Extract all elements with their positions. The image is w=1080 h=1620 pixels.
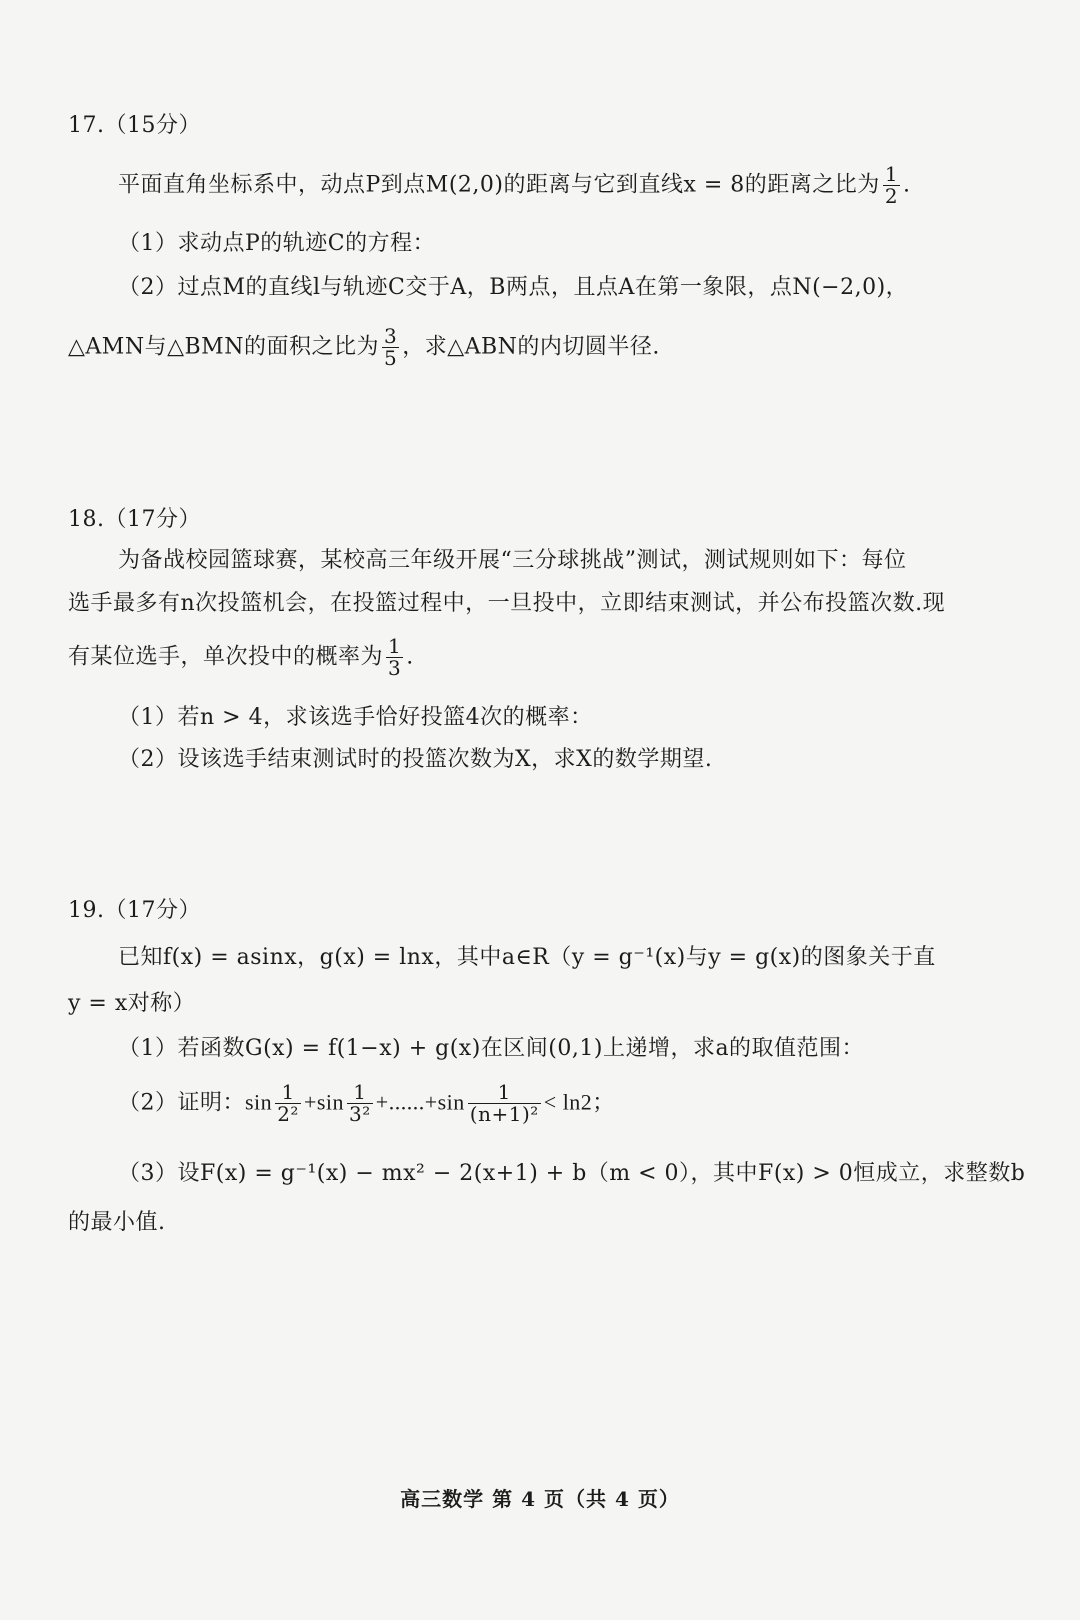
q17-stem-fraction <box>883 164 900 207</box>
q17-part1: （1）求动点P的轨迹C的方程： <box>118 231 436 256</box>
q19-f1-num: 1 <box>275 1082 301 1104</box>
q19-part2-fraction2 <box>347 1082 373 1125</box>
q17-part2-frac-num: 3 <box>383 324 398 348</box>
q19-part2-sin: sin <box>245 1089 273 1115</box>
q19-stem-line1: 已知f(x) = asinx，g(x) = lnx，其中a∈R（y = g⁻¹(x)与y = g(x)的图象关于直 <box>118 945 936 970</box>
q17-stem-end: . <box>903 172 911 198</box>
q18-frac-den: 3 <box>388 656 402 680</box>
q18-part1: （1）若n > 4，求该选手恰好投篮4次的概率： <box>118 705 593 730</box>
q19-part3-line2: 的最小值. <box>68 1210 166 1235</box>
q19-part2-mid: +......+sin <box>375 1089 465 1115</box>
q19-stem-line2: y = x对称） <box>68 991 196 1016</box>
q19-f2-den: 3² <box>349 1102 371 1126</box>
q19-f1-den: 2² <box>277 1102 299 1126</box>
q17-part2-text: △AMN与△BMN的面积之比为 <box>68 334 379 360</box>
q17-frac-den: 2 <box>884 184 899 208</box>
q18-stem-line1: 为备战校园篮球赛，某校高三年级开展“三分球挑战”测试，测试规则如下：每位 <box>118 548 907 573</box>
q19-f3-den: (n+1)² <box>469 1102 539 1126</box>
q18-heading: 18.（17分） <box>68 507 201 532</box>
q19-part3-line1: （3）设F(x) = g⁻¹(x) − mx² − 2(x+1) + b（m < 0），其中F(x) > 0恒成立，求整数b <box>118 1161 1026 1186</box>
q17-stem-text: 平面直角坐标系中，动点P到点M(2,0)的距离与它到直线x = 8的距离之比为 <box>118 172 880 198</box>
q19-part2-end: < ln2； <box>543 1089 615 1115</box>
q17-part2-line1: （2）过点M的直线l与轨迹C交于A，B两点，且点A在第一象限，点N(−2,0)， <box>118 275 909 300</box>
q18-stem-line3 <box>68 636 414 679</box>
q19-part1: （1）若函数G(x) = f(1−x) + g(x)在区间(0,1)上递增，求a的取值范围： <box>118 1036 865 1061</box>
q19-part2-fraction3 <box>468 1082 541 1125</box>
q17-frac-num: 1 <box>884 162 899 186</box>
q17-part2-line2 <box>68 326 660 369</box>
q19-part2-plus: +sin <box>303 1089 345 1115</box>
page-footer: 高三数学 第 4 页（共 4 页） <box>400 1487 680 1511</box>
q18-frac-num: 1 <box>388 634 402 658</box>
q17-part2-end: ，求△ABN的内切圆半径. <box>402 334 660 360</box>
q18-stem-end: . <box>406 644 414 670</box>
q18-stem-text: 有某位选手，单次投中的概率为 <box>68 644 384 670</box>
q18-stem-fraction <box>386 636 403 679</box>
q18-part2: （2）设该选手结束测试时的投篮次数为X，求X的数学期望. <box>118 747 713 772</box>
q19-heading: 19.（17分） <box>68 898 201 923</box>
q19-part2-label: （2）证明： <box>118 1090 245 1116</box>
q17-part2-fraction <box>382 326 399 369</box>
q19-f3-num: 1 <box>468 1082 541 1104</box>
q17-part2-frac-den: 5 <box>383 346 398 370</box>
q19-part2-fraction1 <box>275 1082 301 1125</box>
q18-stem-line2: 选手最多有n次投篮机会，在投篮过程中，一旦投中，立即结束测试，并公布投篮次数.现 <box>68 591 946 616</box>
q17-stem <box>118 164 911 207</box>
q19-f2-num: 1 <box>347 1082 373 1104</box>
q19-part2 <box>118 1082 615 1125</box>
q17-heading: 17.（15分） <box>68 113 201 138</box>
